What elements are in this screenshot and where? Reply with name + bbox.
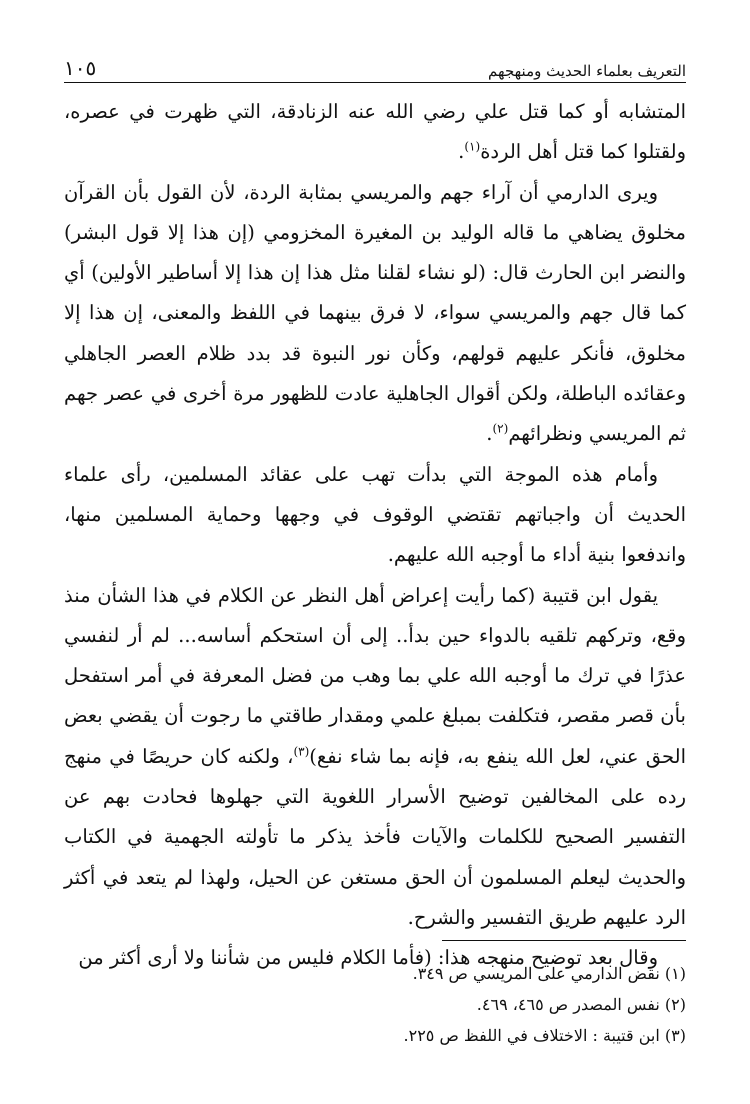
header-rule xyxy=(64,82,686,83)
paragraph-1: المتشابه أو كما قتل علي رضي الله عنه الزنادقة، التي ظهرت في عصره، ولقتلوا كما قتل أهل الردة$^{(١)}$. xyxy=(64,100,686,164)
footnote-ref-2: (٢) xyxy=(492,421,509,436)
running-header xyxy=(64,50,686,80)
footnote-ref-1: (١) xyxy=(464,139,481,154)
footnote-3: (٣) ابن قتيبة : الاختلاف في اللفظ ص ٢٢٥. xyxy=(403,1026,686,1045)
page-number: ١٠٥ xyxy=(64,56,97,80)
footnote-1: (١) نقض الدارمي على المريسي ص ٣٤٩. xyxy=(412,964,686,983)
footnote-2: (٢) نفس المصدر ص ٤٦٥، ٤٦٩. xyxy=(476,995,686,1014)
paragraph-5: وقال بعد توضيح منهجه هذا: (فأما الكلام فليس من شأننا ولا أرى أكثر من xyxy=(78,946,658,970)
footnotes xyxy=(64,958,686,1051)
paragraph-2: ويرى الدارمي أن آراء جهم والمريسي بمثابة الردة، لأن القول بأن القرآن مخلوق يضاهي ما قاله الوليد بن المغيرة المخزومي (إن هذا إلا قول البشر) والنضر ابن الحارث قال: (لو نشاء لقلنا مثل هذا إن هذا إلا أساطير الأولين) أي كما قال جهم والمريسي سواء، لا فرق بينهما في اللفظ والمعنى، إن هذا إلا مخلوق، فأنكر عليهم قولهم، وكأن نور النبوة قد بدد ظلام العصر الجاهلي وعقائده الباطلة، ولكن أقوال الجاهلية عادت للظهور مرة أخرى في عصر جهم ثم المريسي ونظرائهم$^{(٢)}$. xyxy=(64,180,686,446)
body-text xyxy=(64,92,686,979)
footnote-separator xyxy=(442,940,686,941)
paragraph-4: يقول ابن قتيبة (كما رأيت إعراض أهل النظر عن الكلام في هذا الشأن منذ وقع، وتركهم تلقيه بالدواء حين بدأ.. إلى أن استحكم أساسه... لم أر لنفسي عذرًا في ترك ما أوجبه الله علي بما وهب من فضل المعرفة في أمر استفحل بأن قصر مقصر، فتكلفت بمبلغ علمي ومقدار طاقتي ما رجوت أن يقضي بعض الحق عني، لعل الله ينفع به، فإنه بما شاء نفع)$^{(٣)}$، ولكنه كان حريصًا في منهج رده على المخالفين توضيح الأسرار اللغوية التي جهلوها فحادت بهم عن التفسير الصحيح للكلمات والآيات فأخذ يذكر ما تأولته الجهمية في الكتاب والحديث ليعلم المسلمون أن الحق مستغن عن الحيل، ولهذا لم يتعد في أكثر الرد عليهم طريق التفسير والشرح. xyxy=(64,583,686,929)
running-header-title: التعريف بعلماء الحديث ومنهجهم xyxy=(488,62,686,80)
footnote-ref-3: (٣) xyxy=(293,744,310,759)
paragraph-3: وأمام هذه الموجة التي بدأت تهب على عقائد المسلمين، رأى علماء الحديث أن واجباتهم تقتضي الوقوف في وجهها وحماية المسلمين منها، واندفعوا بنية أداء ما أوجبه الله عليهم. xyxy=(64,462,686,567)
